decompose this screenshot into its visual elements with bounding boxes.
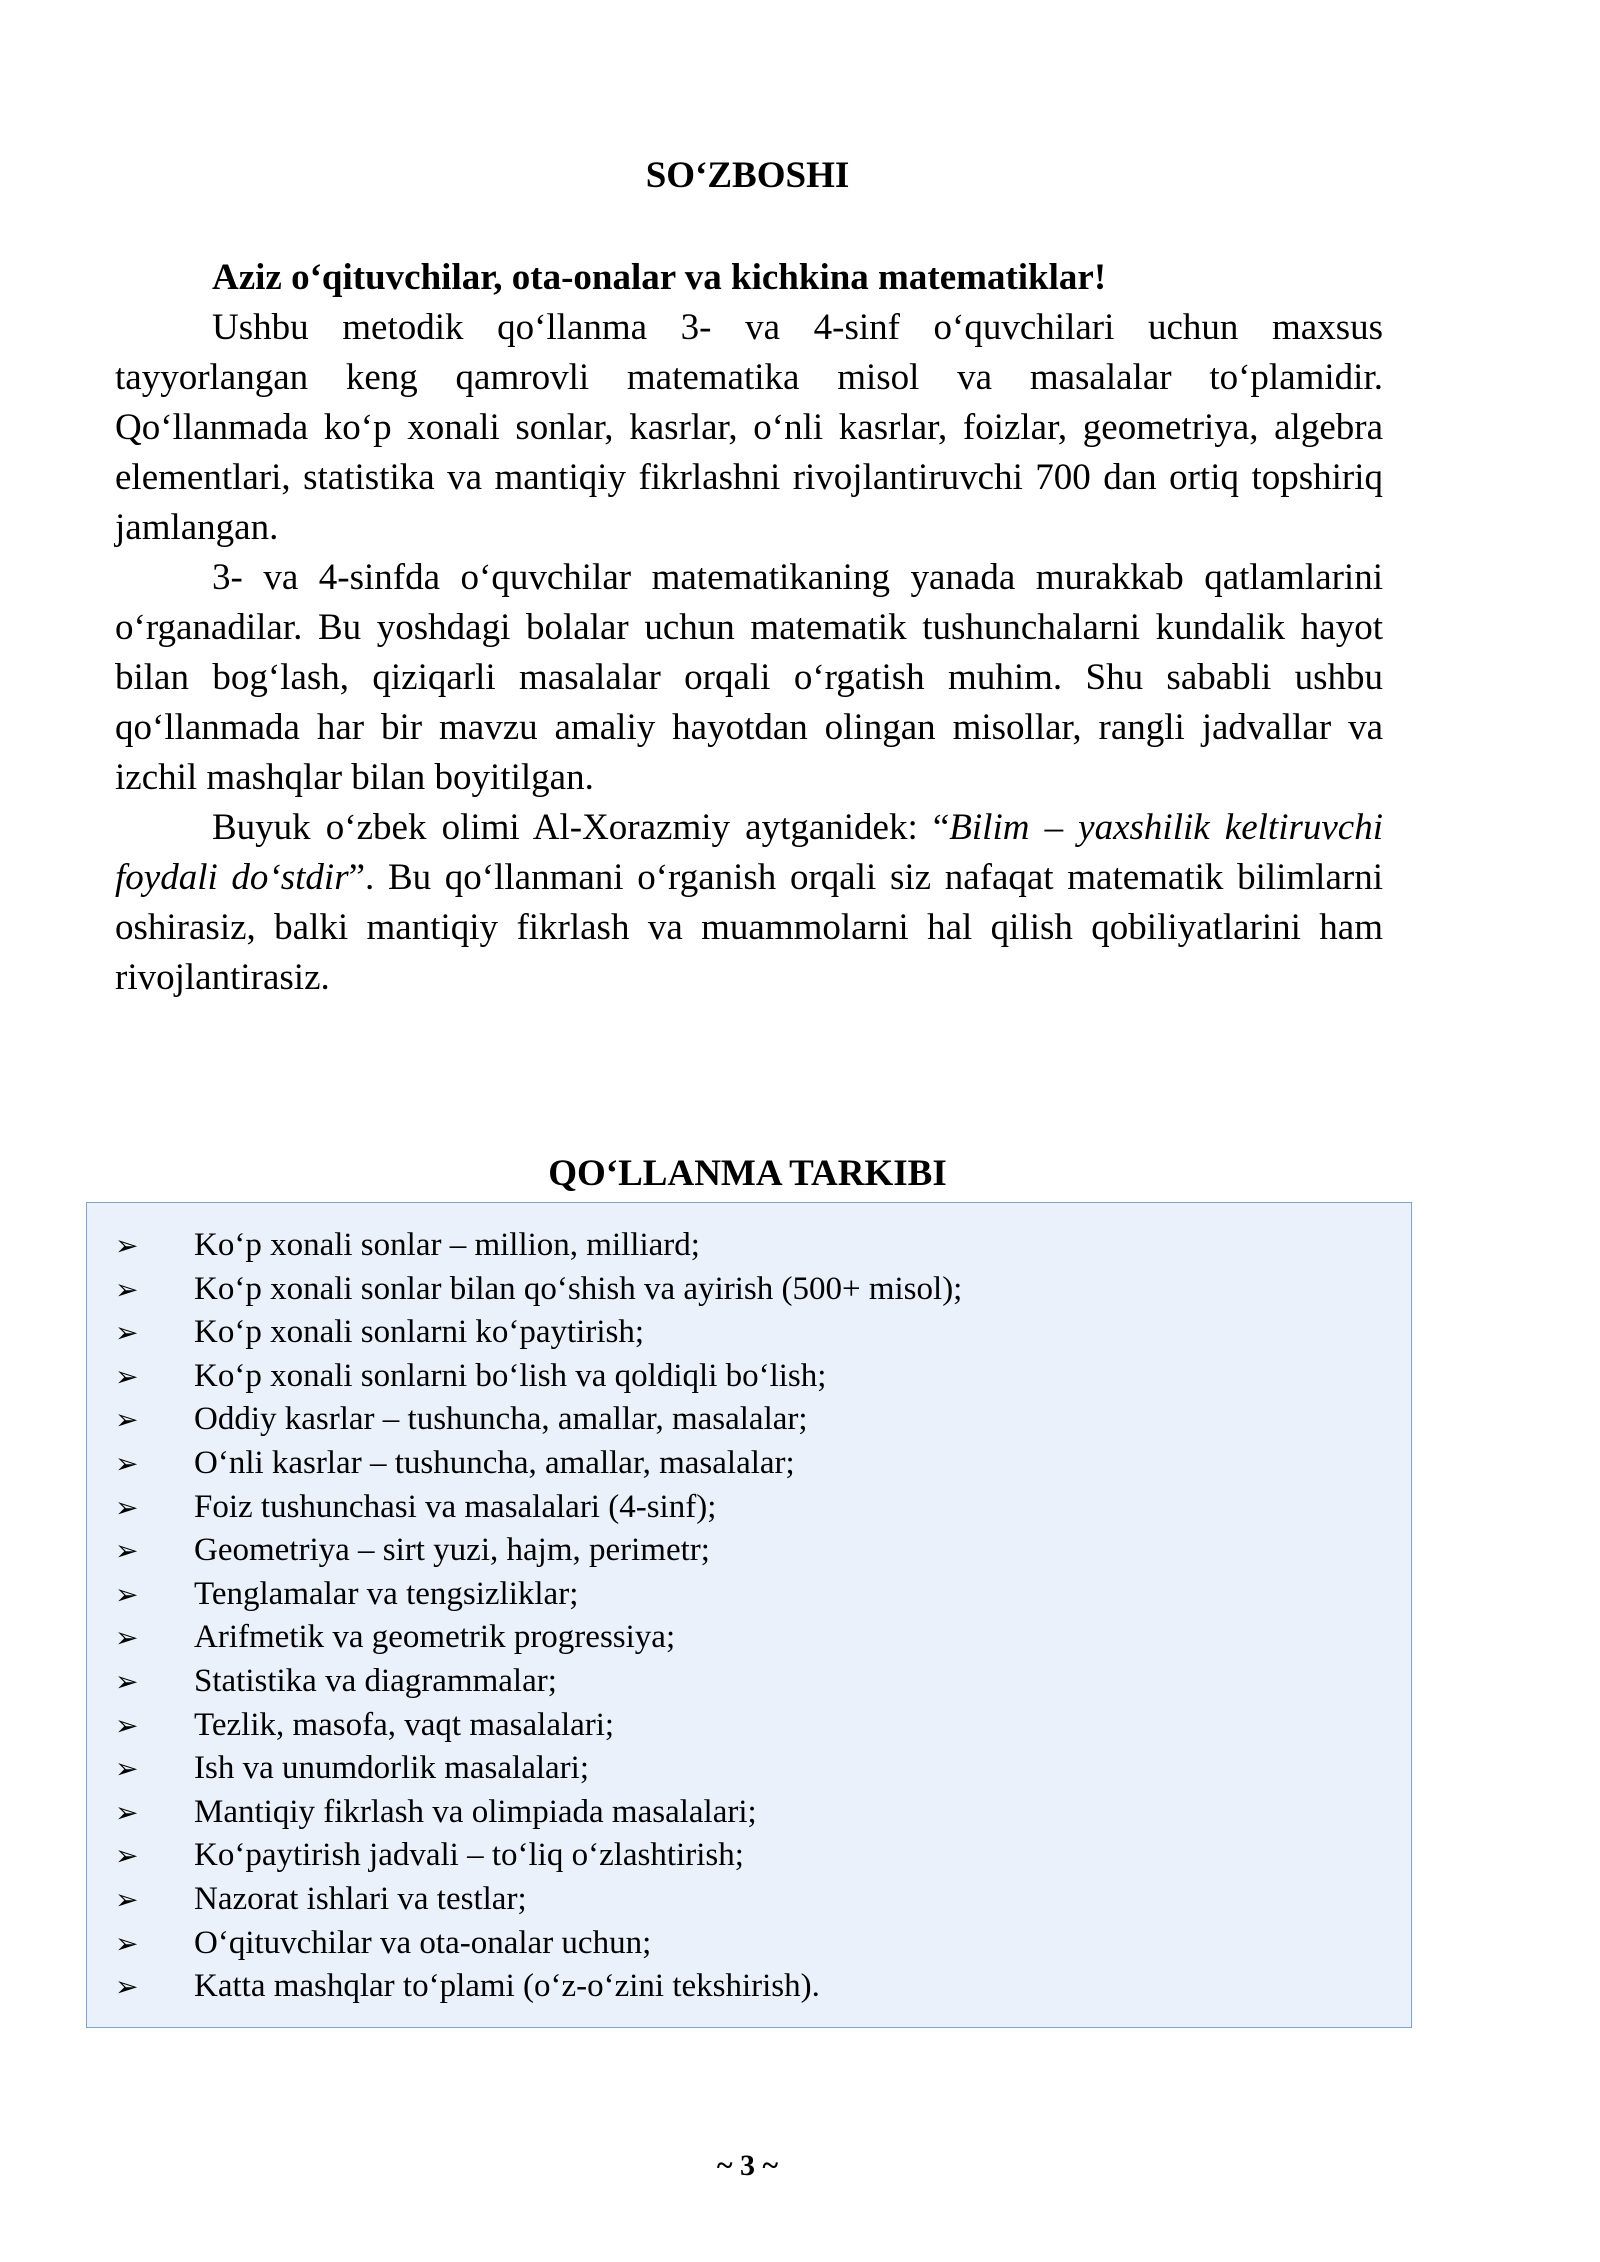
list-item [87, 1616, 1411, 1660]
intro-paragraph-3 [115, 803, 1383, 1003]
quote-lead-in: Buyuk o‘zbek olimi Al-Xorazmiy aytganidek: “ [212, 807, 950, 848]
list-item-label: Arifmetik va geometrik progressiya; [194, 1619, 676, 1656]
list-item-label: Statistika va diagrammalar; [194, 1662, 557, 1699]
list-item [87, 1791, 1411, 1835]
intro-paragraph-1: Ushbu metodik qo‘llanma 3- va 4-sinf o‘quvchilari uchun maxsus tayyorlangan keng qamrovli matematika misol va masalalar to‘plamidir. Qo‘llanmada ko‘p xonali sonlar, kasrlar, o‘nli kasrlar, foizlar, geometriya, algebra elementlari, statistika va mantiqiy fikrlashni rivojlantiruvchi 700 dan ortiq topshiriq jamlangan. [115, 307, 1383, 548]
intro-paragraph-2: 3- va 4-sinfda o‘quvchilar matematikaning yanada murakkab qatlamlarini o‘rganadilar. Bu yoshdagi bolalar uchun matematik tushunchalarni kundalik hayot bilan bog‘lash, qiziqarli masalalar orqali o‘rgatish muhim. Shu sababli ushbu qo‘llanmada har bir mavzu amaliy hayotdan olingan misollar, rangli jadvallar va izchil mashqlar bilan boyitilgan. [115, 557, 1383, 798]
list-item-label: Ko‘paytirish jadvali – to‘liq o‘zlashtirish; [194, 1837, 744, 1874]
arrowhead-bullet-icon: ➢ [115, 1621, 139, 1655]
list-item-label: O‘qituvchilar va ota-onalar uchun; [194, 1924, 652, 1961]
list-item-label: O‘nli kasrlar – tushuncha, amallar, masalalar; [194, 1444, 795, 1481]
list-item [87, 1965, 1411, 2009]
list-item-label: Tezlik, masofa, vaqt masalalari; [194, 1706, 615, 1743]
page-number: ~ 3 ~ [716, 2149, 779, 2182]
greeting-line: Aziz o‘qituvchilar, ota-onalar va kichkina matematiklar! [212, 257, 1107, 298]
list-item [87, 1486, 1411, 1530]
arrowhead-bullet-icon: ➢ [115, 1229, 139, 1262]
list-item [87, 1878, 1411, 1922]
list-item [87, 1660, 1411, 1704]
arrowhead-bullet-icon: ➢ [115, 1272, 139, 1306]
list-item [87, 1311, 1411, 1355]
list-item [87, 1224, 1411, 1268]
arrowhead-bullet-icon: ➢ [115, 1839, 139, 1873]
contents-list [87, 1203, 1411, 2009]
contents-title: QO‘LLANMA TARKIBI [548, 1153, 947, 1194]
list-item-label: Mantiqiy fikrlash va olimpiada masalalari; [194, 1793, 757, 1830]
arrowhead-bullet-icon: ➢ [115, 1534, 139, 1568]
list-item [87, 1704, 1411, 1748]
list-item [87, 1268, 1411, 1312]
arrowhead-bullet-icon: ➢ [115, 1752, 139, 1786]
list-item [87, 1442, 1411, 1486]
list-item [87, 1573, 1411, 1617]
list-item-label: Foiz tushunchasi va masalalari (4-sinf); [194, 1488, 717, 1525]
arrowhead-bullet-icon: ➢ [115, 1970, 139, 2004]
list-item-label: Oddiy kasrlar – tushuncha, amallar, masalalar; [194, 1401, 808, 1438]
list-item [87, 1355, 1411, 1399]
list-item [87, 1834, 1411, 1878]
arrowhead-bullet-icon: ➢ [115, 1664, 139, 1698]
intro-section [115, 253, 1383, 1003]
list-item-label: Ko‘p xonali sonlarni bo‘lish va qoldiqli bo‘lish; [194, 1357, 827, 1394]
al-xorazmiy-quote: Bilim – yaxshilik keltiruvchi foydali do‘stdir [115, 807, 1384, 898]
arrowhead-bullet-icon: ➢ [115, 1316, 139, 1350]
list-item-label: Katta mashqlar to‘plami (o‘z-o‘zini tekshirish). [194, 1968, 820, 2005]
list-item [87, 1747, 1411, 1791]
arrowhead-bullet-icon: ➢ [115, 1708, 139, 1742]
list-item-label: Geometriya – sirt yuzi, hajm, perimetr; [194, 1532, 710, 1569]
list-item-label: Nazorat ishlari va testlar; [194, 1880, 527, 1917]
arrowhead-bullet-icon: ➢ [115, 1446, 139, 1480]
list-item-label: Ko‘p xonali sonlar – million, milliard; [194, 1227, 700, 1263]
arrowhead-bullet-icon: ➢ [115, 1795, 139, 1829]
arrowhead-bullet-icon: ➢ [115, 1359, 139, 1393]
arrowhead-bullet-icon: ➢ [115, 1577, 139, 1611]
list-item [87, 1922, 1411, 1966]
list-item-label: Ko‘p xonali sonlarni ko‘paytirish; [194, 1314, 645, 1351]
arrowhead-bullet-icon: ➢ [115, 1926, 139, 1960]
list-item [87, 1529, 1411, 1573]
arrowhead-bullet-icon: ➢ [115, 1403, 139, 1437]
list-item-label: Tenglamalar va tengsizliklar; [194, 1575, 579, 1612]
list-item [87, 1398, 1411, 1442]
arrowhead-bullet-icon: ➢ [115, 1490, 139, 1524]
page-title: SO‘ZBOSHI [645, 155, 850, 196]
list-item-label: Ish va unumdorlik masalalari; [194, 1750, 589, 1787]
contents-box [86, 1202, 1412, 2028]
arrowhead-bullet-icon: ➢ [115, 1882, 139, 1916]
list-item-label: Ko‘p xonali sonlar bilan qo‘shish va ayirish (500+ misol); [194, 1270, 963, 1307]
quote-follow-up: ”. Bu qo‘llanmani o‘rganish orqali siz nafaqat matematik bilimlarni oshirasiz, balki mantiqiy fikrlash va muammolarni hal qilish qobiliyatlarini ham rivojlantirasiz. [115, 857, 1383, 998]
